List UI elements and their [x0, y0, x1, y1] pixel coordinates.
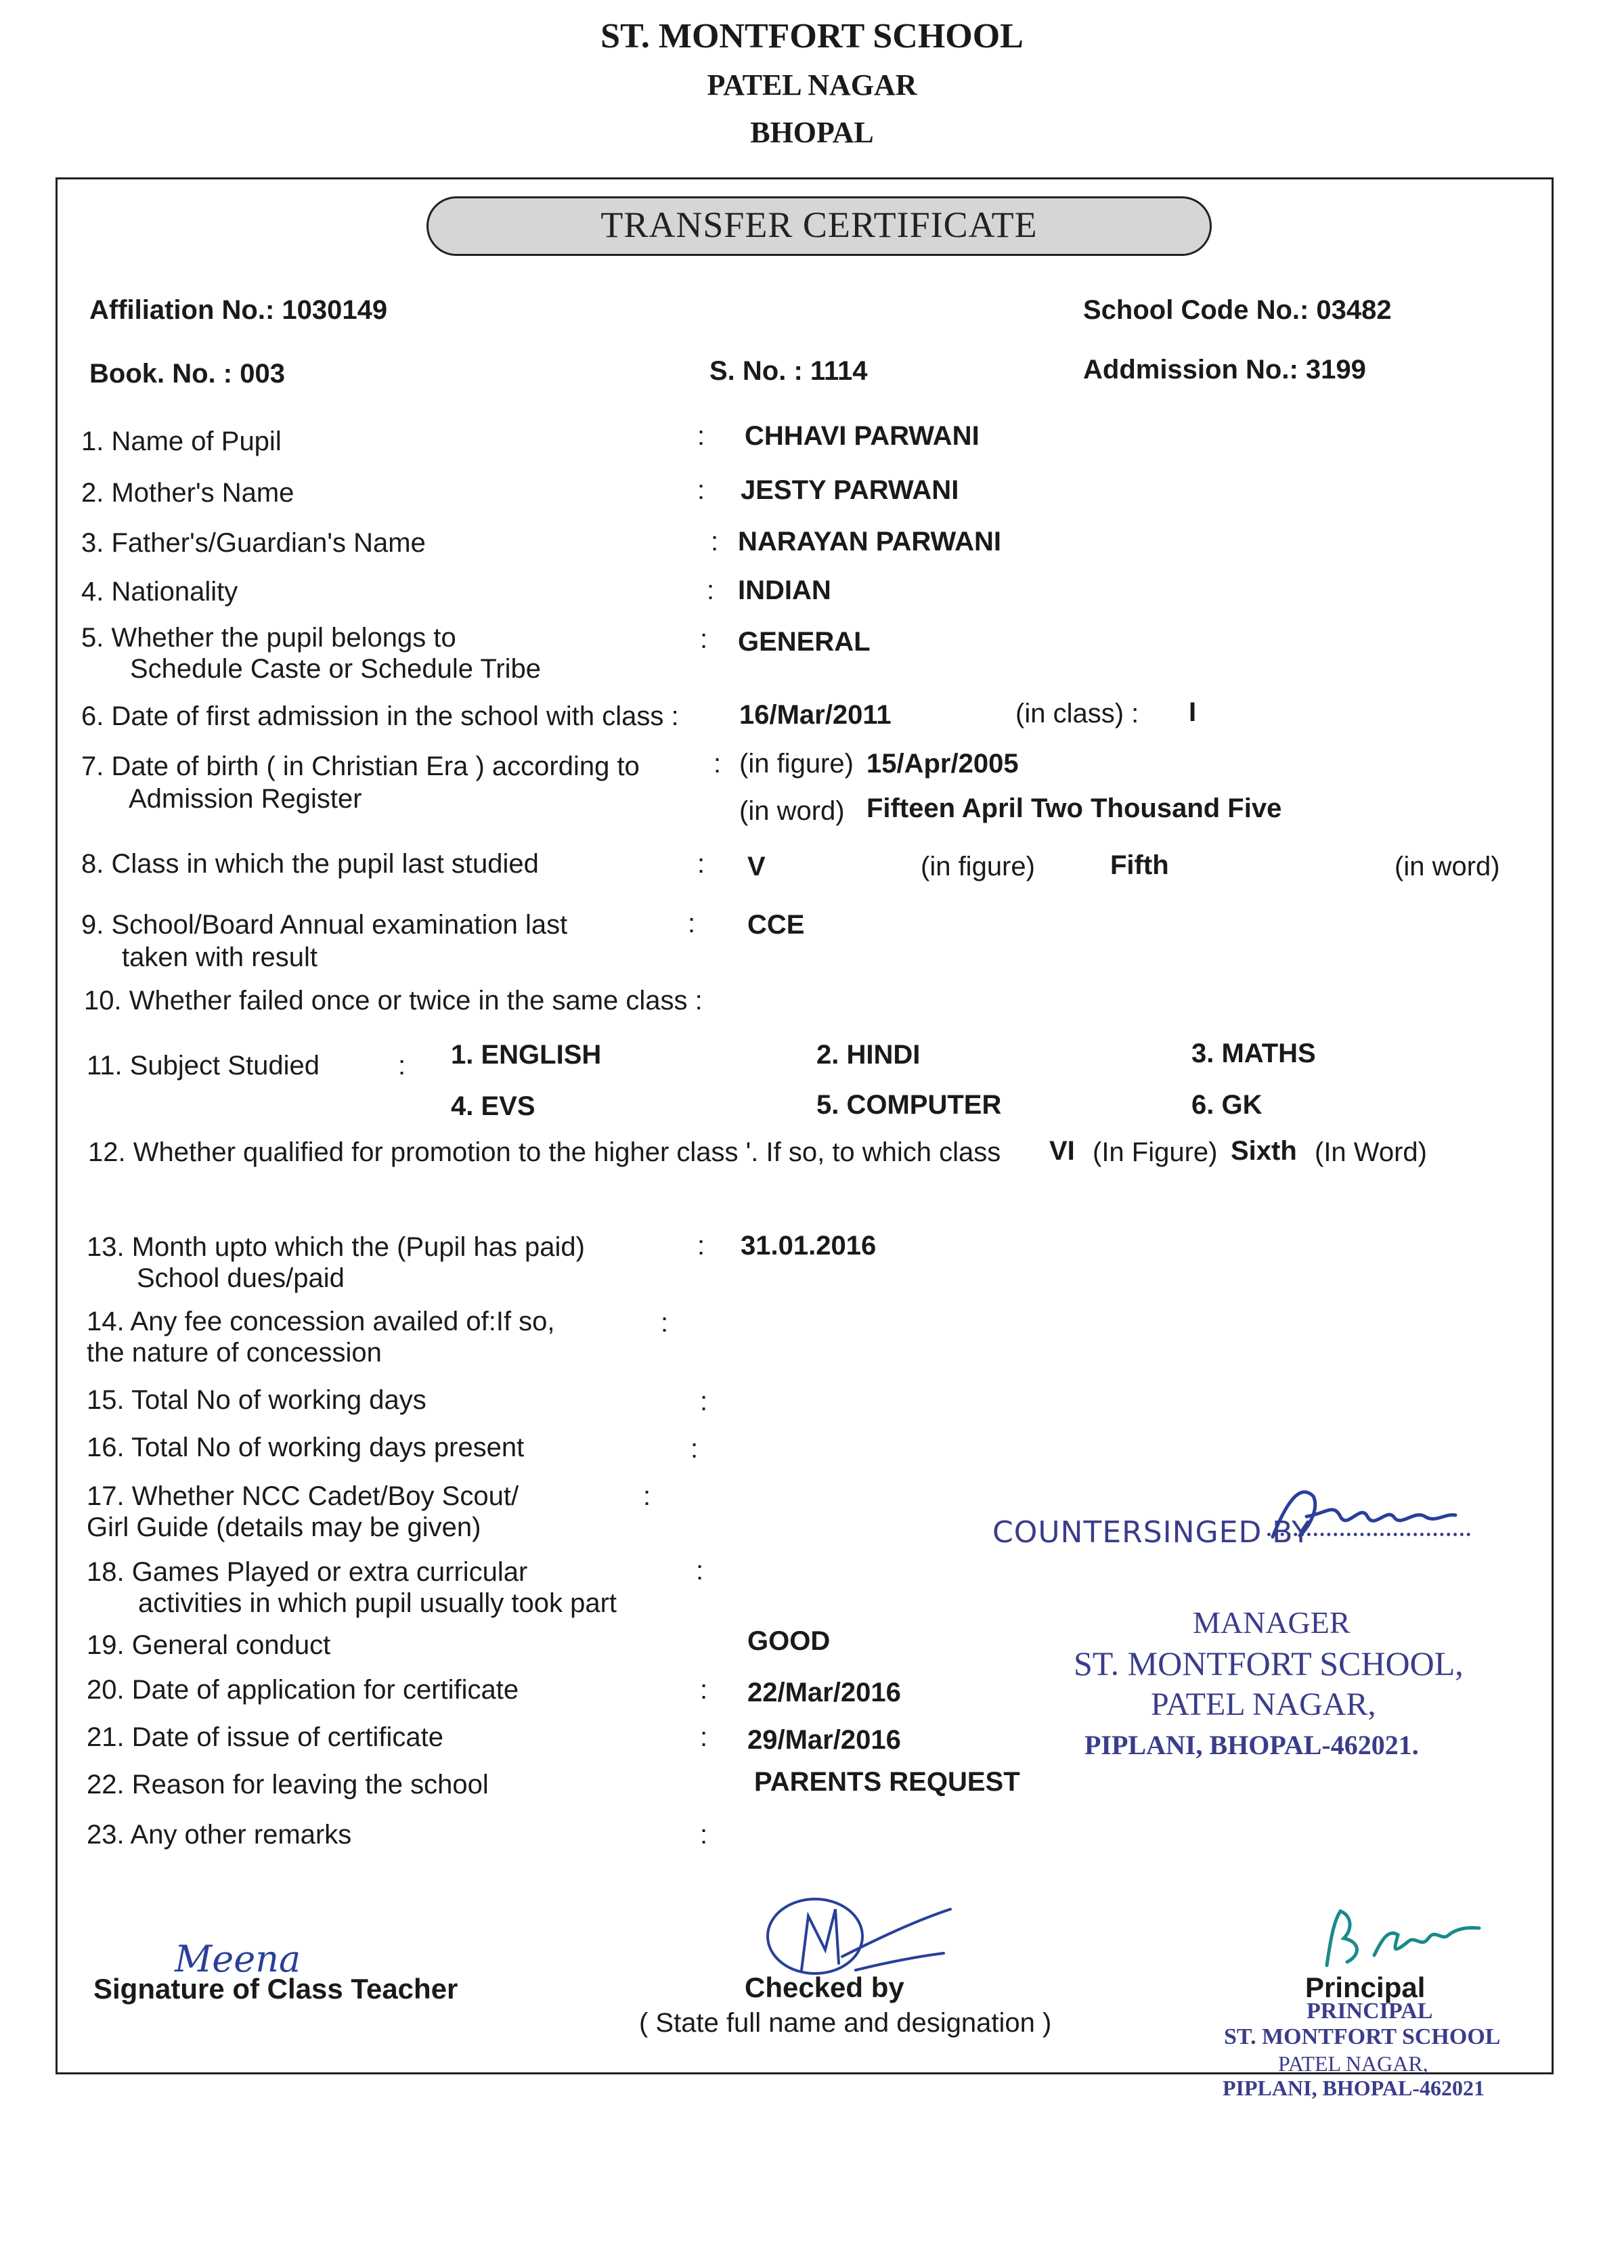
promotion-figure-label: (In Figure): [1093, 1137, 1218, 1167]
colon: :: [711, 527, 719, 557]
field-23-label: 23. Any other remarks: [87, 1820, 352, 1850]
last-class-figure-label: (in figure): [921, 852, 1035, 881]
dob-figure: 15/Apr/2005: [866, 749, 1019, 779]
dob-figure-label: (in figure): [739, 749, 854, 779]
subject-1: 1. ENGLISH: [451, 1040, 602, 1070]
father-name: NARAYAN PARWANI: [738, 527, 1001, 557]
colon: :: [700, 1387, 708, 1416]
caste-category: GENERAL: [738, 627, 871, 657]
field-17-label-line2: Girl Guide (details may be given): [87, 1512, 481, 1542]
colon: :: [700, 1722, 708, 1752]
colon: :: [643, 1481, 651, 1511]
leaving-reason: PARENTS REQUEST: [754, 1767, 1020, 1797]
colon: :: [398, 1051, 406, 1081]
book-no: Book. No. : 003: [89, 359, 285, 389]
school-name: ST. MONTFORT SCHOOL: [600, 17, 1024, 56]
school-code-no: School Code No.: 03482: [1083, 295, 1392, 325]
certificate-title: TRANSFER CERTIFICATE: [600, 204, 1038, 245]
field-4-label: 4. Nationality: [81, 577, 238, 607]
promotion-class-word: Sixth: [1231, 1136, 1297, 1166]
field-9-label: 9. School/Board Annual examination last: [81, 910, 568, 940]
field-3-label: 3. Father's/Guardian's Name: [81, 528, 426, 558]
nationality: INDIAN: [738, 575, 831, 605]
pupil-name: CHHAVI PARWANI: [745, 421, 980, 451]
field-17-label: 17. Whether NCC Cadet/Boy Scout/: [87, 1481, 519, 1511]
general-conduct: GOOD: [747, 1626, 831, 1656]
checked-by-note: ( State full name and designation ): [639, 2008, 1052, 2038]
school-city: BHOPAL: [750, 116, 874, 149]
mother-name: JESTY PARWANI: [741, 475, 959, 505]
promotion-word-label: (In Word): [1315, 1137, 1427, 1167]
field-14-label-line2: the nature of concession: [87, 1338, 382, 1368]
field-14-label: 14. Any fee concession availed of:If so,: [87, 1307, 555, 1336]
field-18-label: 18. Games Played or extra curricular: [87, 1557, 528, 1587]
field-7-label: 7. Date of birth ( in Christian Era ) according to: [81, 751, 640, 781]
field-13-label-line2: School dues/paid: [137, 1263, 345, 1293]
field-5-label: 5. Whether the pupil belongs to: [81, 623, 456, 653]
field-16-label: 16. Total No of working days present: [87, 1433, 525, 1462]
field-6-label: 6. Date of first admission in the school with class :: [81, 701, 679, 731]
in-class-label: (in class) :: [1015, 699, 1139, 728]
colon: :: [688, 909, 696, 938]
field-10-label: 10. Whether failed once or twice in the same class :: [84, 986, 703, 1016]
manager-stamp-locality: PATEL NAGAR,: [1151, 1686, 1376, 1722]
affiliation-no: Affiliation No.: 1030149: [89, 295, 388, 325]
colon: :: [714, 749, 722, 779]
subject-2: 2. HINDI: [816, 1040, 921, 1070]
colon: :: [690, 1434, 699, 1464]
last-class-word-label: (in word): [1395, 852, 1500, 881]
field-20-label: 20. Date of application for certificate: [87, 1675, 519, 1705]
subject-4: 4. EVS: [451, 1091, 535, 1121]
serial-no: S. No. : 1114: [709, 356, 868, 386]
principal-stamp-school: ST. MONTFORT SCHOOL: [1224, 2024, 1501, 2049]
field-2-label: 2. Mother's Name: [81, 478, 294, 508]
field-11-label: 11. Subject Studied: [87, 1051, 320, 1081]
certificate-title-banner: [426, 196, 1212, 256]
field-19-label: 19. General conduct: [87, 1630, 331, 1660]
colon: :: [700, 1820, 708, 1850]
dob-word: Fifteen April Two Thousand Five: [866, 793, 1282, 823]
checked-by-label: Checked by: [745, 1971, 904, 2003]
colon: :: [697, 421, 705, 451]
admission-class: I: [1189, 697, 1197, 727]
subject-6: 6. GK: [1191, 1090, 1263, 1120]
manager-stamp-address: PIPLANI, BHOPAL-462021.: [1084, 1730, 1419, 1760]
class-teacher-signature: Meena: [175, 1938, 301, 1980]
dob-word-label: (in word): [739, 796, 845, 826]
field-21-label: 21. Date of issue of certificate: [87, 1722, 443, 1752]
manager-stamp-school: ST. MONTFORT SCHOOL,: [1074, 1644, 1464, 1682]
issue-date: 29/Mar/2016: [747, 1725, 901, 1755]
field-18-label-line2: activities in which pupil usually took part: [138, 1588, 617, 1618]
class-teacher-label: Signature of Class Teacher: [93, 1973, 458, 2005]
dues-paid-month: 31.01.2016: [741, 1231, 877, 1261]
school-locality: PATEL NAGAR: [707, 68, 917, 102]
field-8-label: 8. Class in which the pupil last studied: [81, 849, 539, 879]
manager-signature-icon: [1259, 1476, 1462, 1550]
application-date: 22/Mar/2016: [747, 1678, 901, 1707]
last-class-word: Fifth: [1110, 850, 1169, 880]
colon: :: [697, 849, 705, 879]
colon: :: [697, 1231, 705, 1261]
exam-result: CCE: [747, 910, 805, 940]
countersigned-stamp: COUNTERSINGED BY: [992, 1515, 1311, 1550]
colon: :: [707, 575, 715, 605]
colon: :: [700, 624, 708, 654]
colon: :: [661, 1308, 669, 1338]
field-5-label-line2: Schedule Caste or Schedule Tribe: [130, 654, 542, 684]
admission-no: Addmission No.: 3199: [1083, 355, 1366, 385]
colon: :: [700, 1675, 708, 1705]
colon: :: [696, 1556, 704, 1586]
principal-stamp-locality: PATEL NAGAR,: [1278, 2051, 1428, 2076]
first-admission-date: 16/Mar/2011: [739, 700, 892, 730]
principal-stamp-address: PIPLANI, BHOPAL-462021: [1223, 2076, 1485, 2100]
principal-stamp-title: PRINCIPAL: [1307, 1999, 1433, 2024]
principal-signature-icon: [1313, 1901, 1489, 1976]
field-12-label: 12. Whether qualified for promotion to the higher class '. If so, to which class: [88, 1137, 1001, 1167]
promotion-class-figure: VI: [1049, 1136, 1075, 1166]
field-7-label-line2: Admission Register: [129, 784, 362, 814]
principal-label: Principal: [1305, 1971, 1426, 2003]
field-13-label: 13. Month upto which the (Pupil has paid): [87, 1232, 585, 1262]
colon: :: [697, 475, 705, 505]
last-class-figure: V: [747, 852, 766, 881]
manager-stamp-title: MANAGER: [1193, 1605, 1351, 1640]
field-9-label-line2: taken with result: [122, 942, 318, 972]
field-22-label: 22. Reason for leaving the school: [87, 1770, 489, 1800]
subject-3: 3. MATHS: [1191, 1039, 1316, 1068]
field-1-label: 1. Name of Pupil: [81, 427, 282, 456]
subject-5: 5. COMPUTER: [816, 1090, 1002, 1120]
field-15-label: 15. Total No of working days: [87, 1385, 426, 1415]
